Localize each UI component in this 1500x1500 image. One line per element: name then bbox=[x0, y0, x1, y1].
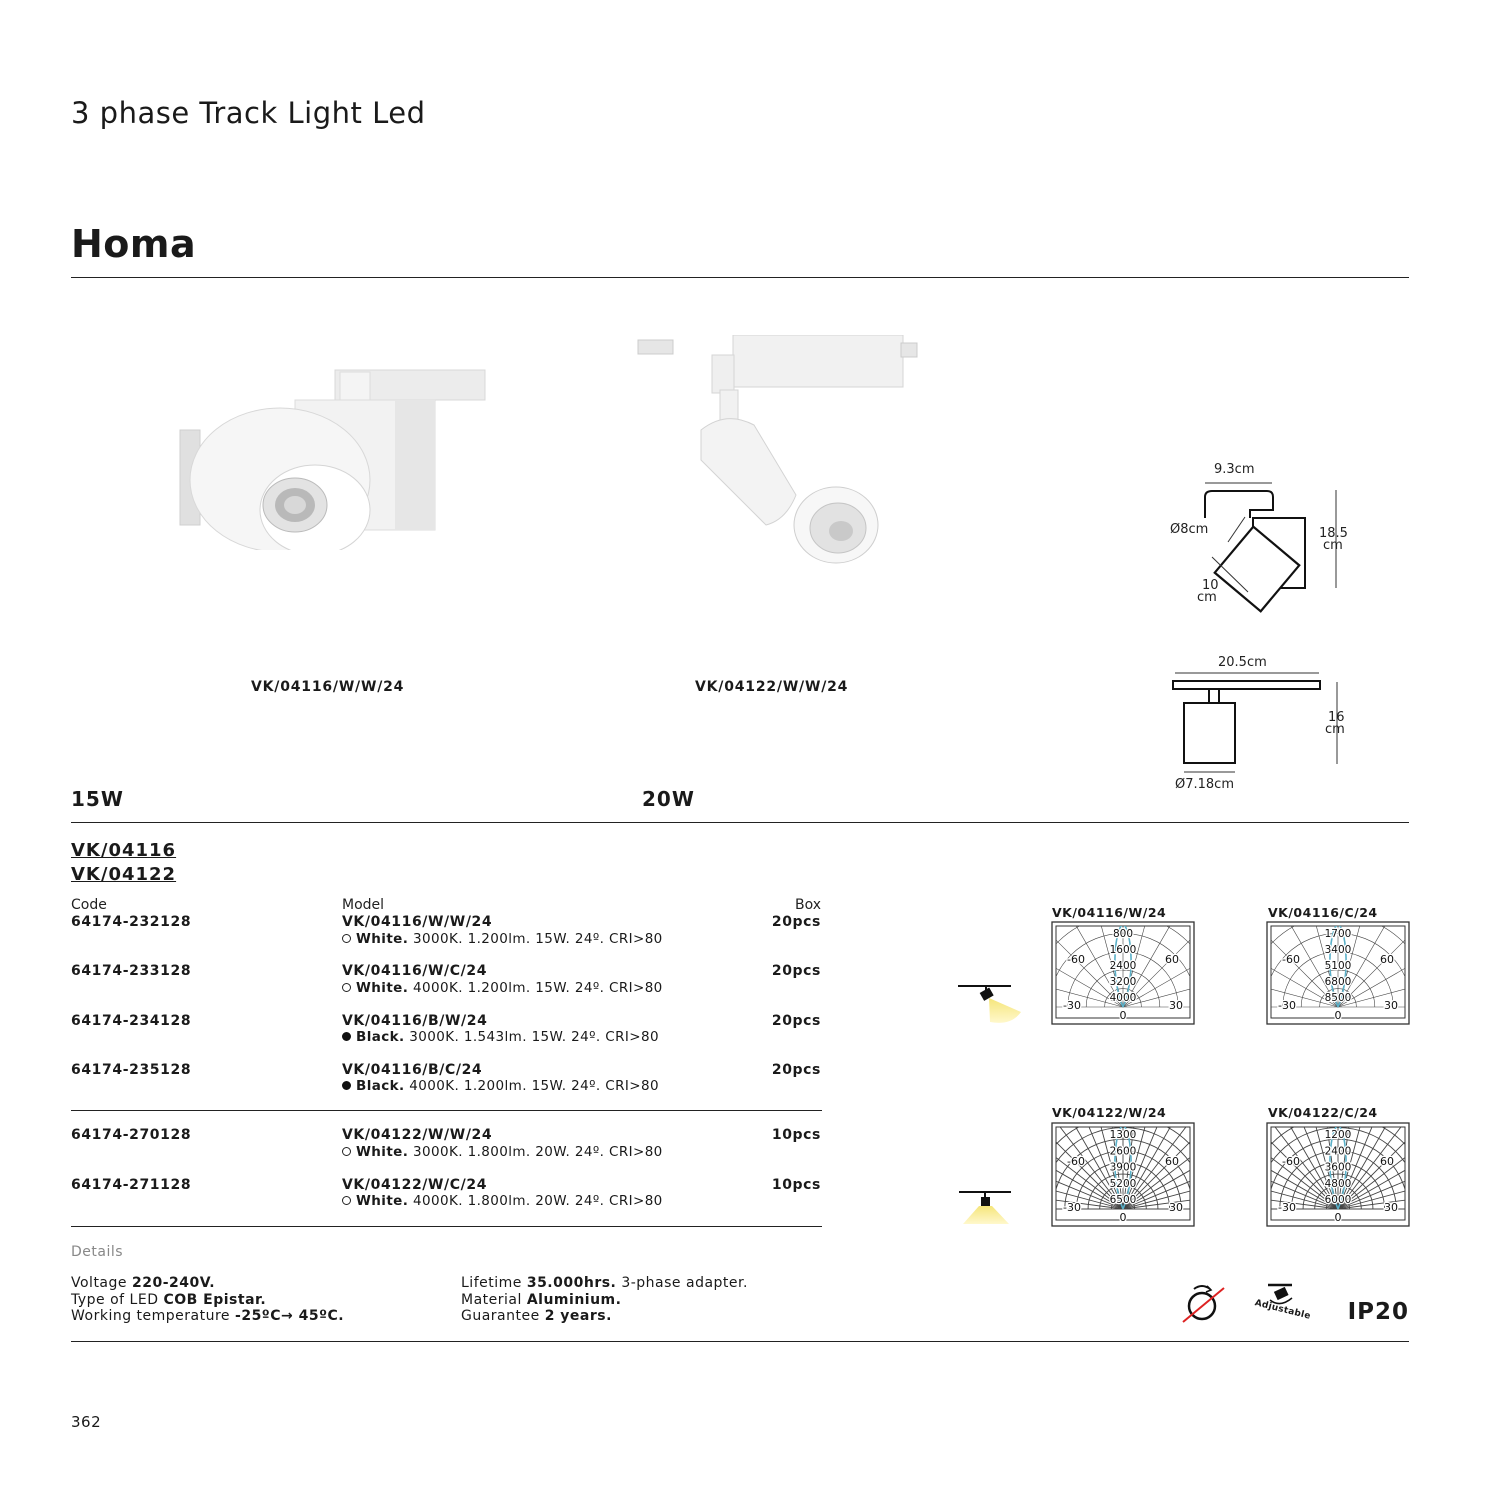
polar-angle-label: -60 bbox=[1282, 1155, 1300, 1168]
row-color: Black. bbox=[356, 1029, 405, 1045]
polar-chart bbox=[1051, 921, 1195, 1025]
row-model: VK/04116/W/C/24 bbox=[342, 963, 488, 979]
spec-lifetime: Lifetime 35.000hrs. 3-phase adapter. bbox=[461, 1275, 748, 1291]
row-model: VK/04116/B/W/24 bbox=[342, 1013, 488, 1029]
dimension-height-unit: cm bbox=[1323, 538, 1343, 553]
family-code: VK/04116 bbox=[71, 840, 177, 861]
polar-chart-title: VK/04122/W/24 bbox=[1052, 1105, 1167, 1120]
row-description bbox=[342, 1029, 659, 1045]
dimension-width: 9.3cm bbox=[1214, 462, 1255, 477]
dimension-height-value: 18.5 bbox=[1319, 526, 1348, 541]
row-description bbox=[342, 980, 663, 996]
ip-rating: IP20 bbox=[1347, 1299, 1409, 1325]
row-model: VK/04122/W/C/24 bbox=[342, 1177, 488, 1193]
polar-value-label: 3400 bbox=[1324, 944, 1352, 956]
polar-chart-title: VK/04116/W/24 bbox=[1052, 905, 1167, 920]
table-header-code: Code bbox=[71, 897, 107, 913]
row-code: 64174-235128 bbox=[71, 1062, 192, 1078]
polar-value-label: 3600 bbox=[1324, 1161, 1352, 1174]
polar-value-label: 1200 bbox=[1324, 1129, 1352, 1141]
polar-chart-title: VK/04122/C/24 bbox=[1268, 1105, 1378, 1120]
row-description bbox=[342, 1078, 659, 1094]
row-spec: 3000K. 1.200lm. 15W. 24º. CRI>80 bbox=[412, 931, 663, 947]
product-name: Homa bbox=[71, 222, 197, 266]
dimension-drawing-20w bbox=[1165, 668, 1350, 778]
divider bbox=[71, 1110, 822, 1111]
row-color: Black. bbox=[356, 1078, 405, 1094]
spec-voltage: Voltage 220-240V. bbox=[71, 1275, 216, 1291]
product-photo-20w bbox=[636, 335, 921, 570]
divider bbox=[71, 822, 1409, 823]
row-description bbox=[342, 931, 663, 947]
spec-guarantee: Guarantee 2 years. bbox=[461, 1308, 612, 1324]
polar-value-label: 800 bbox=[1112, 928, 1134, 940]
polar-angle-label: 60 bbox=[1165, 953, 1179, 966]
row-code: 64174-232128 bbox=[71, 914, 192, 930]
polar-angle-label: 30 bbox=[1384, 999, 1398, 1012]
polar-value-label: 5200 bbox=[1109, 1177, 1137, 1190]
row-model: VK/04116/B/C/24 bbox=[342, 1062, 483, 1078]
row-description bbox=[342, 1193, 663, 1209]
polar-angle-label: -30 bbox=[1063, 999, 1081, 1012]
polar-chart bbox=[1266, 1122, 1410, 1227]
row-code: 64174-271128 bbox=[71, 1177, 192, 1193]
divider bbox=[71, 1341, 1409, 1342]
white-dot-icon bbox=[342, 934, 351, 943]
polar-angle-label: -30 bbox=[1063, 1201, 1081, 1214]
polar-value-label: 3900 bbox=[1109, 1161, 1137, 1174]
row-box: 20pcs bbox=[771, 1013, 821, 1029]
row-spec: 4000K. 1.200lm. 15W. 24º. CRI>80 bbox=[412, 980, 663, 996]
details-label: Details bbox=[71, 1244, 124, 1260]
polar-value-label: 3200 bbox=[1109, 976, 1137, 988]
dimension-depth-value: 10 bbox=[1202, 578, 1219, 593]
spec-led-type: Type of LED COB Epistar. bbox=[71, 1291, 267, 1308]
dimension-diameter: Ø8cm bbox=[1170, 522, 1209, 537]
no-dimmable-icon bbox=[1180, 1284, 1228, 1324]
polar-angle-label: 0 bbox=[1119, 1211, 1127, 1224]
spec-working-temperature: Working temperature -25ºC→ 45ºC. bbox=[71, 1308, 345, 1324]
polar-angle-label: 0 bbox=[1334, 1211, 1342, 1224]
row-description bbox=[342, 1144, 663, 1160]
dimension-width: 20.5cm bbox=[1218, 655, 1267, 670]
row-box: 20pcs bbox=[771, 1062, 821, 1078]
row-box: 20pcs bbox=[771, 914, 821, 930]
polar-chart bbox=[1266, 921, 1410, 1025]
row-spec: 3000K. 1.800lm. 20W. 24º. CRI>80 bbox=[412, 1144, 663, 1160]
row-spec: 4000K. 1.800lm. 20W. 24º. CRI>80 bbox=[412, 1193, 663, 1209]
family-code: VK/04122 bbox=[71, 864, 177, 885]
polar-value-label: 5100 bbox=[1324, 960, 1352, 972]
polar-value-label: 2600 bbox=[1109, 1145, 1137, 1158]
polar-angle-label: 0 bbox=[1334, 1009, 1342, 1022]
row-color: White. bbox=[356, 931, 409, 947]
polar-angle-label: 30 bbox=[1384, 1201, 1398, 1214]
dimension-diameter: Ø7.18cm bbox=[1175, 777, 1234, 792]
polar-value-label: 2400 bbox=[1324, 1145, 1352, 1158]
white-dot-icon bbox=[342, 1196, 351, 1205]
row-box: 10pcs bbox=[771, 1127, 821, 1143]
polar-value-label: 8500 bbox=[1324, 992, 1352, 1004]
spec-material: Material Aluminium. bbox=[461, 1291, 622, 1308]
wattage-15w: 15W bbox=[71, 787, 124, 811]
polar-chart bbox=[1051, 1122, 1195, 1227]
polar-angle-label: 30 bbox=[1169, 999, 1183, 1012]
specs-right bbox=[461, 1275, 748, 1325]
section-title: 3 phase Track Light Led bbox=[71, 96, 426, 130]
dimension-height-value: 16 bbox=[1328, 710, 1345, 725]
polar-angle-label: 30 bbox=[1169, 1201, 1183, 1214]
product-photo-15w bbox=[170, 360, 500, 550]
divider bbox=[71, 277, 1409, 278]
black-dot-icon bbox=[342, 1081, 351, 1090]
polar-value-label: 6800 bbox=[1324, 976, 1352, 988]
wattage-20w: 20W bbox=[642, 787, 695, 811]
polar-angle-label: -60 bbox=[1067, 953, 1085, 966]
polar-angle-label: -30 bbox=[1278, 999, 1296, 1012]
row-model: VK/04122/W/W/24 bbox=[342, 1127, 493, 1143]
dimension-height-unit: cm bbox=[1325, 722, 1345, 737]
row-color: White. bbox=[356, 980, 409, 996]
page-number: 362 bbox=[71, 1413, 102, 1431]
polar-value-label: 1600 bbox=[1109, 944, 1137, 956]
row-box: 20pcs bbox=[771, 963, 821, 979]
black-dot-icon bbox=[342, 1032, 351, 1041]
polar-value-label: 4000 bbox=[1109, 992, 1137, 1004]
white-dot-icon bbox=[342, 1147, 351, 1156]
row-model: VK/04116/W/W/24 bbox=[342, 914, 493, 930]
row-spec: 3000K. 1.543lm. 15W. 24º. CRI>80 bbox=[409, 1029, 659, 1045]
spotlight-down-icon bbox=[957, 1188, 1015, 1228]
polar-angle-label: 60 bbox=[1165, 1155, 1179, 1168]
row-spec: 4000K. 1.200lm. 15W. 24º. CRI>80 bbox=[409, 1078, 659, 1094]
specs-left bbox=[71, 1275, 344, 1325]
row-box: 10pcs bbox=[771, 1177, 821, 1193]
polar-angle-label: -30 bbox=[1278, 1201, 1296, 1214]
row-code: 64174-270128 bbox=[71, 1127, 192, 1143]
row-color: White. bbox=[356, 1144, 409, 1160]
dimension-depth-unit: cm bbox=[1197, 590, 1217, 605]
row-code: 64174-234128 bbox=[71, 1013, 192, 1029]
polar-angle-label: -60 bbox=[1282, 953, 1300, 966]
polar-angle-label: 60 bbox=[1380, 1155, 1394, 1168]
product-model-label: VK/04116/W/W/24 bbox=[251, 679, 405, 695]
white-dot-icon bbox=[342, 983, 351, 992]
table-header-box: Box bbox=[794, 897, 821, 913]
polar-value-label: 1700 bbox=[1324, 928, 1352, 940]
polar-angle-label: 0 bbox=[1119, 1009, 1127, 1022]
product-model-label: VK/04122/W/W/24 bbox=[695, 679, 849, 695]
polar-value-label: 6000 bbox=[1324, 1194, 1352, 1206]
polar-value-label: 4800 bbox=[1324, 1177, 1352, 1190]
table-header-model: Model bbox=[342, 897, 385, 913]
polar-value-label: 2400 bbox=[1109, 960, 1137, 972]
polar-value-label: 1300 bbox=[1109, 1129, 1137, 1141]
row-color: White. bbox=[356, 1193, 409, 1209]
row-code: 64174-233128 bbox=[71, 963, 192, 979]
adjustable-label: Adjustable bbox=[1253, 1298, 1312, 1322]
divider bbox=[71, 1226, 822, 1227]
polar-chart-title: VK/04116/C/24 bbox=[1268, 905, 1378, 920]
polar-angle-label: 60 bbox=[1380, 953, 1394, 966]
spotlight-angled-icon bbox=[956, 980, 1024, 1025]
polar-angle-label: -60 bbox=[1067, 1155, 1085, 1168]
polar-value-label: 6500 bbox=[1109, 1194, 1137, 1206]
